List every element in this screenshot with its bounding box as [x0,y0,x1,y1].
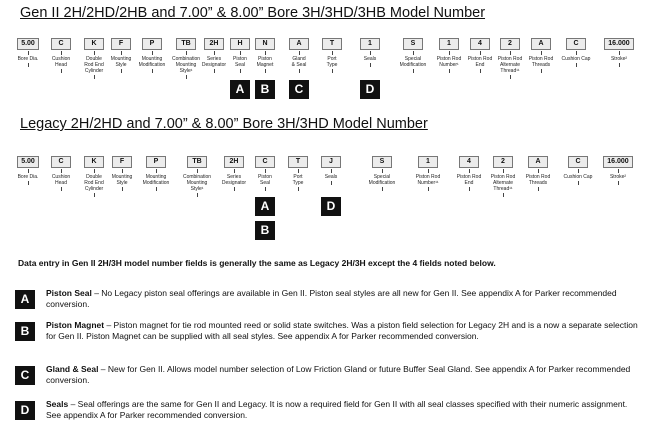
gen2-field-rod-threads [524,32,558,73]
legacy-field-rod-end [452,150,486,191]
code-box: 16.000 [603,156,632,168]
code-box: H [230,38,250,50]
legacy-marker-d: D [321,197,341,216]
field-label: Seals [363,56,377,62]
code-box: C [568,156,588,168]
field-label: Piston Seal [233,56,247,68]
code-box: C [255,156,275,168]
item-text: – New for Gen II. Allows model number selection of Low Friction Gland or future Buffer Seal Gland. See appendix A for Parker recommended conversion. [46,364,631,385]
field-label: Combination Mounting Style¹ [171,56,201,74]
code-box: 2 [493,156,513,168]
code-box: 1 [439,38,459,50]
legacy-field-rod-alt-thread [486,150,520,197]
gen2-model-row [0,32,648,112]
legacy-marker-b: B [255,221,275,240]
item-text: – Piston magnet for tie rod mounted reed or solid state switches. Was a piston field selection for Legacy 2H and is a now a separate selection for Gen II. Piston Magnet can be supplied with all seal styles. See appendix A for Parker recommended conversion. [46,320,638,341]
legacy-field-cushion-cap [561,150,595,185]
field-label: Gland & Seal [291,56,307,68]
code-box: F [112,156,132,168]
field-label: Special Modification [368,174,396,186]
legacy-field-rod-number [411,150,445,191]
field-label: Cushion Cap [563,174,593,180]
item-heading: Piston Seal [46,288,92,298]
legacy-field-mounting-mod [139,150,173,191]
gen2-marker-b: B [255,80,275,99]
field-label: Special Modification [399,56,427,68]
code-box: N [255,38,275,50]
legacy-field-piston-seal [248,150,282,191]
field-label: Mounting Style [111,174,133,186]
legacy-title: Legacy 2H/2HD and 7.00” & 8.00” Bore 3H/3HD Model Number [20,116,428,132]
field-label: Mounting Style [110,56,132,68]
item-text: – No Legacy piston seal offerings are available in Gen II. Piston seal styles are all new for Gen II. See appendix A for Parker recommended conversion. [46,288,617,309]
item-heading: Gland & Seal [46,364,99,374]
code-box: S [403,38,423,50]
field-label: Cushion Head [51,174,71,186]
code-box: 1 [418,156,438,168]
code-box: TB [187,156,207,168]
code-box: T [322,38,342,50]
code-box: C [51,38,71,50]
gen2-field-mounting-style [104,32,138,73]
field-label: Piston Rod Threads [528,56,554,68]
gen2-marker-c: C [289,80,309,99]
code-box: TB [176,38,196,50]
code-box: K [84,156,104,168]
gen2-title: Gen II 2H/2HD/2HB and 7.00” & 8.00” Bore 3H/3HD/3HB Model Number [20,5,486,21]
code-box: 2H [204,38,224,50]
comparison-note: Data entry in Gen II 2H/3H model number fields is generally the same as Legacy 2H/3H except the 4 fields noted below. [18,258,496,268]
legacy-field-series [217,150,251,191]
field-label: Series Designator [201,56,227,68]
field-label: Piston Rod End [456,174,482,186]
field-label: Piston Magnet [256,56,274,68]
legacy-field-combination [180,150,214,197]
field-label: Cushion Cap [561,56,591,62]
legacy-field-cushion-head [44,150,78,191]
legacy-field-stroke [601,150,635,185]
legacy-model-row [0,150,648,230]
legacy-field-bore [11,150,45,185]
code-box: 5.00 [17,156,39,168]
field-label: Mounting Modification [142,174,170,186]
field-label: Piston Rod End [467,56,493,68]
legacy-field-rod-threads [521,150,555,191]
code-box: 2H [224,156,244,168]
field-label: Double Rod End Cylinder [84,56,104,74]
code-box: C [566,38,586,50]
field-label: Bore Dia. [17,174,39,180]
gen2-field-rod-number [432,32,466,73]
item-marker: C [15,366,35,385]
field-label: Piston Rod Alternate Thread¹¹ [490,174,516,192]
gen2-field-gland-seal [282,32,316,73]
field-label: Double Rod End Cylinder [84,174,104,192]
code-box: F [111,38,131,50]
field-label: Stroke² [610,56,628,62]
gen2-marker-d: D [360,80,380,99]
field-label: Piston Rod Number¹ [436,56,462,68]
code-box: K [84,38,104,50]
item-marker: A [15,290,35,309]
legacy-field-port-type [281,150,315,191]
code-box: A [289,38,309,50]
field-label: Port Type [292,174,304,186]
legacy-field-seals [314,150,348,185]
item-marker: B [15,322,35,341]
code-box: T [288,156,308,168]
field-label: Piston Rod Alternate Thread¹¹ [497,56,523,74]
code-box: 2 [500,38,520,50]
gen2-field-rod-end [463,32,497,73]
item-heading: Piston Magnet [46,320,105,330]
code-box: P [146,156,166,168]
code-box: S [372,156,392,168]
field-label: Mounting Modification [138,56,166,68]
gen2-field-mounting-mod [135,32,169,73]
code-box: 4 [459,156,479,168]
item-marker: D [15,401,35,420]
item-heading: Seals [46,399,69,409]
gen2-field-seals [353,32,387,67]
code-box: J [321,156,341,168]
code-box: C [51,156,71,168]
field-label: Piston Rod Number¹¹ [415,174,441,186]
field-label: Port Type [326,56,338,68]
legacy-field-mounting-style [105,150,139,191]
item-text: – Seal offerings are the same for Gen II and Legacy. It is now a required field for Gen II with all seal classes specified with their numeric assignment. See appendix A for Parker recommended conversion. [46,399,628,420]
code-box: 16.000 [604,38,633,50]
field-label: Combination Mounting Style¹ [182,174,212,192]
field-label: Cushion Head [51,56,71,68]
gen2-field-cushion-head [44,32,78,73]
code-box: P [142,38,162,50]
field-label: Series Designator [221,174,247,186]
gen2-field-piston-magnet [248,32,282,73]
field-label: Stroke² [609,174,627,180]
legacy-marker-a: A [255,197,275,216]
code-box: 4 [470,38,490,50]
code-box: 1 [360,38,380,50]
code-box: 5.00 [17,38,39,50]
code-box: A [528,156,548,168]
field-label: Piston Rod Threads [525,174,551,186]
gen2-field-rod-alt-thread [493,32,527,79]
field-label: Seals [324,174,338,180]
code-box: A [531,38,551,50]
field-label: Bore Dia. [17,56,39,62]
gen2-field-stroke [602,32,636,67]
gen2-field-special-mod [396,32,430,73]
gen2-field-cushion-cap [559,32,593,67]
gen2-field-port-type [315,32,349,73]
legacy-field-special-mod [365,150,399,191]
gen2-field-bore [11,32,45,67]
field-label: Piston Seal [258,174,272,186]
gen2-marker-a: A [230,80,250,99]
